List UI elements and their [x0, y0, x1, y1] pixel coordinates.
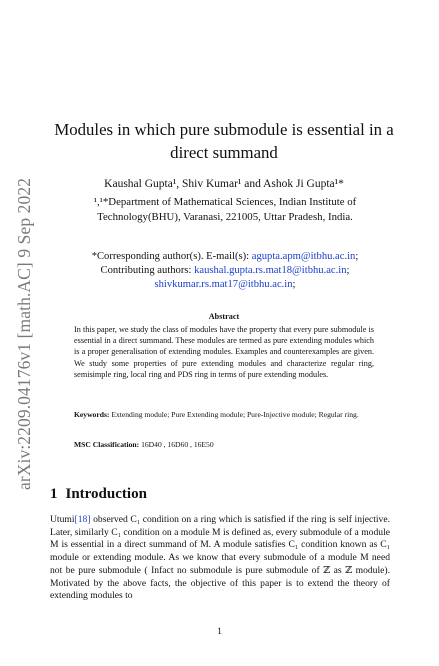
- corresponding-email-link[interactable]: agupta.apm@itbhu.ac.in: [251, 251, 356, 262]
- section-number: 1: [50, 486, 58, 502]
- corresponding-author-label: *Corresponding author(s). E-mail(s):: [91, 251, 252, 262]
- keywords-block: [74, 410, 374, 421]
- separator: ;: [292, 279, 296, 290]
- introduction-paragraph: [50, 514, 390, 603]
- corresponding-author-line: [40, 250, 410, 264]
- keywords-label: Keywords:: [74, 410, 110, 419]
- contributing-email-link-1[interactable]: kaushal.gupta.rs.mat18@itbhu.ac.in: [194, 265, 347, 276]
- contributing-email-link-2[interactable]: shivkumar.rs.mat17@itbhu.ac.in: [154, 279, 293, 290]
- contributing-authors-line: [40, 264, 410, 278]
- contributing-authors-line-2: [40, 278, 410, 292]
- page-number: 1: [217, 626, 222, 637]
- abstract-heading: Abstract: [208, 312, 240, 321]
- separator: ;: [346, 265, 350, 276]
- author-list: Kaushal Gupta¹, Shiv Kumar¹ and Ashok Ji Gupta¹*: [104, 178, 344, 190]
- keywords-text: Extending module; Pure Extending module; Pure-Injective module; Regular ring.: [109, 410, 359, 419]
- intro-text-start: Utumi: [50, 514, 75, 525]
- msc-label: MSC Classification:: [74, 440, 140, 449]
- arxiv-identifier-stamp: arXiv:2209.04176v1 [math.AC] 9 Sep 2022: [14, 177, 34, 490]
- author-affiliation: ¹,¹*Department of Mathematical Sciences, Indian Institute of Technology(BHU), Varanasi, 221005, Uttar Pradesh, India.: [93, 196, 357, 223]
- paper-title: Modules in which pure submodule is essential in a direct summand: [54, 120, 394, 162]
- msc-codes: 16D40 , 16D60 , 16E50: [139, 440, 214, 449]
- contributing-authors-label: Contributing authors:: [100, 265, 195, 276]
- abstract-text: In this paper, we study the class of modules have the property that every pure submodule is essential in a direct summand. These modules are termed as pure extending modules which is a proper generalisation of extending modules. Examples and counterexamples are given. We study some properties of pure extending modules and characterize regular ring, semisimple ring, local ring and PDS ring in terms of pure extending modules.: [74, 325, 374, 379]
- section-title: Introduction: [65, 486, 147, 502]
- citation-link[interactable]: [18]: [74, 514, 91, 525]
- msc-classification: [74, 440, 374, 449]
- section-heading-introduction: [50, 486, 147, 503]
- contact-block: [40, 250, 410, 292]
- intro-text-rest: observed C₁ condition on a ring which is satisfied if the ring is self injective. Later, similarly C₁ condition on a module M is defined as, every submodule of a module M is essential in a direct summand of M. A module satisfies C₁ condition known as C₁ module or extending module. As we know that every submodule of a module M need not be pure submodule ( Infact no submodule is pure submodule of ℤ as ℤ module). Motivated by the above facts, the objective of this paper is to extend the theory of extending modules to: [50, 514, 390, 602]
- separator: ;: [355, 251, 359, 262]
